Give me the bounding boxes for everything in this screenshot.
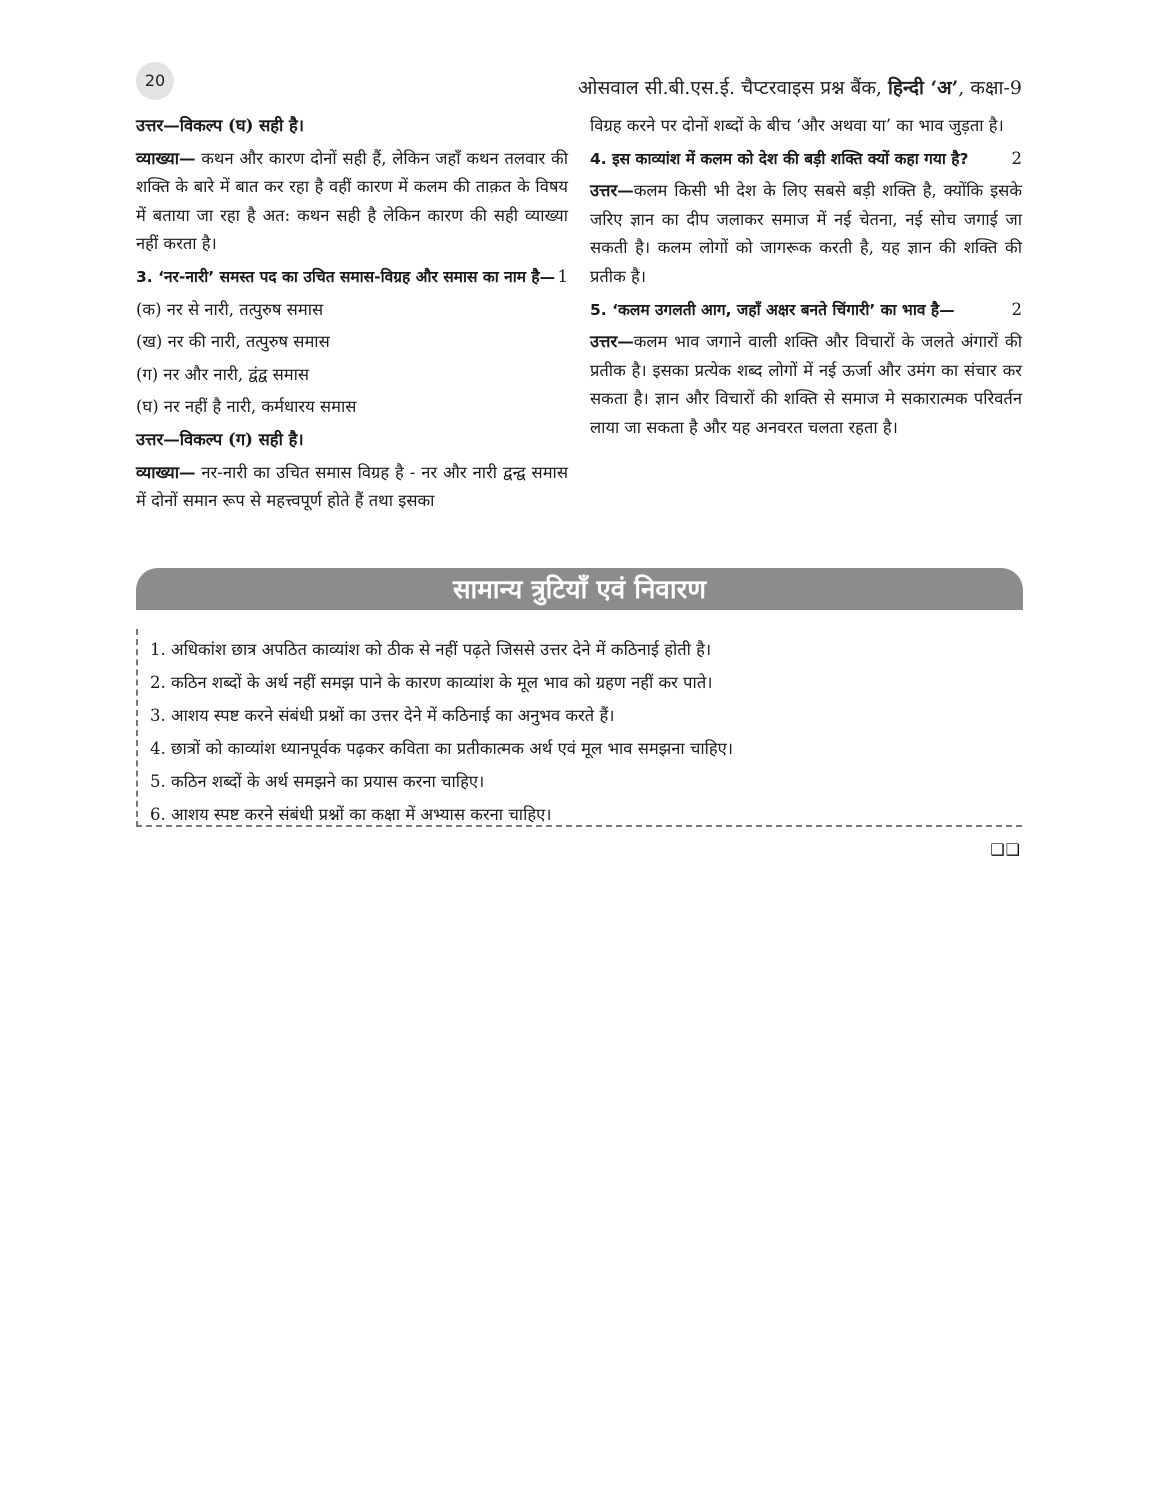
end-mark: ❑❑ xyxy=(990,840,1021,859)
list-item: 3. आशय स्पष्ट करने संबंधी प्रश्नों का उत्तर देने में कठिनाई का अनुभव करते हैं। xyxy=(150,706,615,725)
section-banner: सामान्य त्रुटियाँ एवं निवारण xyxy=(136,568,1023,610)
list-item: 2. कठिन शब्दों के अर्थ नहीं समझ पाने के कारण काव्यांश के मूल भाव को ग्रहण नहीं कर पाते। xyxy=(150,673,713,692)
answer-q4 xyxy=(590,177,1022,291)
question-4-text: 4. इस काव्यांश में कलम को देश की बड़ी शक्ति क्यों कहा गया है? xyxy=(590,149,969,168)
explanation-q2 xyxy=(136,145,568,259)
list-item: 6. आशय स्पष्ट करने संबंधी प्रश्नों का कक्षा में अभ्यास करना चाहिए। xyxy=(150,805,552,824)
explanation-q3-continued: विग्रह करने पर दोनों शब्दों के बीच ‘और अथवा या’ का भाव जुड़ता है। xyxy=(590,116,1004,135)
explanation-label: व्याख्या— xyxy=(136,462,196,482)
explanation-q3 xyxy=(136,459,568,516)
left-column xyxy=(136,112,568,520)
question-5 xyxy=(590,296,1022,325)
question-3-marks: 1 xyxy=(557,266,568,286)
running-head xyxy=(578,74,1022,100)
right-column xyxy=(590,112,1022,447)
running-head-pre: ओसवाल सी.बी.एस.ई. चैप्टरवाइस प्रश्न बैंक, xyxy=(578,77,888,99)
list-item: 5. कठिन शब्दों के अर्थ समझने का प्रयास करना चाहिए। xyxy=(150,772,485,791)
question-3 xyxy=(136,263,568,292)
option-ga: (ग) नर और नारी, द्वंद्व समास xyxy=(136,364,310,384)
answer-label: उत्तर— xyxy=(590,332,634,352)
answer-q5 xyxy=(590,328,1022,442)
list-item: 4. छात्रों को काव्यांश ध्यानपूर्वक पढ़कर कविता का प्रतीकात्मक अर्थ एवं मूल भाव समझना चाहिए। xyxy=(150,739,734,758)
question-4-marks: 2 xyxy=(1011,148,1022,168)
question-5-marks: 2 xyxy=(1011,299,1022,319)
option-kha: (ख) नर की नारी, तत्पुरुष समास xyxy=(136,332,330,352)
answer-q3: उत्तर—विकल्प (ग) सही है। xyxy=(136,429,304,449)
option-ka: (क) नर से नारी, तत्पुरुष समास xyxy=(136,299,324,319)
explanation-text: कथन और कारण दोनों सही हैं, लेकिन जहाँ कथन तलवार की शक्ति के बारे में बात कर रहा है वहीं कारण में कलम की ताक़त के विषय में बताया जा रहा है अत: कथन सही है लेकिन कारण की सही व्याख्या नहीं करता है। xyxy=(136,148,568,254)
list-item: 1. अधिकांश छात्र अपठित काव्यांश को ठीक से नहीं पढ़ते जिससे उत्तर देने में कठिनाई होती है। xyxy=(150,640,712,659)
answer-text: कलम किसी भी देश के लिए सबसे बड़ी शक्ति है, क्योंकि इसके जरिए ज्ञान का दीप जलाकर समाज में नई चेतना, नई सोच जगाई जा सकती है। कलम लोगों को जागरूक करती है, यह ज्ञान की शक्ति की प्रतीक है। xyxy=(590,181,1022,286)
explanation-text: नर-नारी का उचित समास विग्रह है - नर और नारी द्वन्द्व समास में दोनों समान रूप से महत्त्वपूर्ण होते हैं तथा इसका xyxy=(136,462,568,511)
option-gha: (घ) नर नहीं है नारी, कर्मधारय समास xyxy=(136,397,357,417)
question-4 xyxy=(590,145,1022,174)
page-number: 20 xyxy=(136,62,174,100)
answer-q2: उत्तर—विकल्प (घ) सही है। xyxy=(136,116,305,135)
question-3-text: 3. ‘नर-नारी’ समस्त पद का उचित समास-विग्रह और समास का नाम है— xyxy=(136,267,556,286)
question-5-text: 5. ‘कलम उगलती आग, जहाँ अक्षर बनते चिंगारी’ का भाव है— xyxy=(590,300,955,319)
answer-label: उत्तर— xyxy=(590,181,634,201)
answer-text: कलम भाव जगाने वाली शक्ति और विचारों के जलते अंगारों की प्रतीक है। इसका प्रत्येक शब्द लोगों में नई ऊर्जा और उमंग का संचार कर सकता है। ज्ञान और विचारों की शक्ति से समाज मे सकारात्मक परिवर्तन लाया जा सकता है और यह अनवरत चलता रहता है। xyxy=(590,332,1022,437)
explanation-label: व्याख्या— xyxy=(136,148,196,168)
running-head-subject: हिन्दी ‘अ’ xyxy=(888,77,959,99)
errors-list xyxy=(136,629,1022,827)
running-head-post: , कक्षा-9 xyxy=(958,77,1022,99)
